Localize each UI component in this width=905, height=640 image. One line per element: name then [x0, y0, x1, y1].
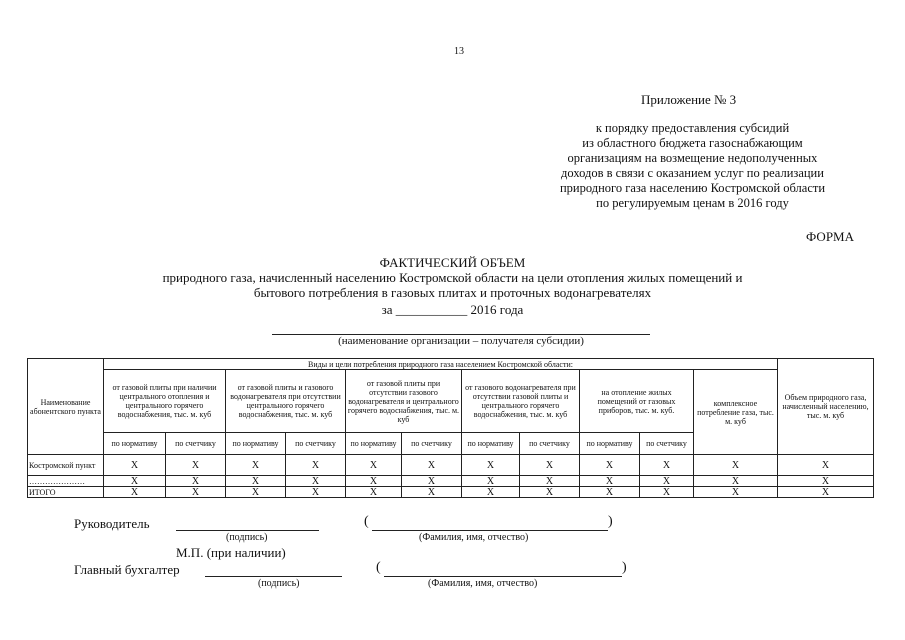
cell-mark: X: [694, 476, 778, 487]
subheader-norm: по нормативу: [462, 433, 520, 455]
head-open-paren: (: [364, 514, 369, 529]
cell-mark: X: [462, 455, 520, 476]
subheader-norm: по нормативу: [226, 433, 286, 455]
cell-mark: X: [346, 455, 402, 476]
cell-mark: X: [104, 455, 166, 476]
cell-mark: X: [402, 487, 462, 498]
annex-line: из областного бюджета газоснабжающим: [582, 136, 803, 150]
cell-mark: X: [346, 476, 402, 487]
form-label: ФОРМА: [806, 229, 854, 244]
head-signature-line: [176, 530, 319, 531]
cell-mark: X: [694, 455, 778, 476]
header-group-heating: на отопление жилых помещений от газовых приборов, тыс. м. куб.: [580, 370, 694, 433]
cell-mark: X: [226, 487, 286, 498]
subheader-meter: по счетчику: [286, 433, 346, 455]
table-row: [28, 455, 874, 476]
subheader-norm: по нормативу: [104, 433, 166, 455]
subheader-norm: по нормативу: [346, 433, 402, 455]
cell-mark: X: [640, 476, 694, 487]
header-consumption-types: Виды и цели потребления природного газа населением Костромской области:: [104, 359, 778, 370]
accountant-name-caption: (Фамилия, имя, отчество): [428, 578, 538, 589]
organization-caption: (наименование организации – получателя субсидии): [338, 335, 584, 347]
head-signature-caption: (подпись): [226, 532, 268, 543]
accountant-close-paren: ): [622, 560, 627, 575]
cell-mark: X: [286, 476, 346, 487]
cell-mark: X: [520, 487, 580, 498]
cell-mark: X: [104, 476, 166, 487]
volume-table: [27, 358, 874, 498]
document-subtitle-line-1: природного газа, начисленный населению Костромской области на цели отопления жилых помещений и: [162, 270, 743, 285]
head-close-paren: ): [608, 514, 613, 529]
table-row-total: [28, 487, 874, 498]
cell-mark: X: [226, 476, 286, 487]
cell-mark: X: [166, 455, 226, 476]
annex-title: Приложение № 3: [641, 92, 737, 107]
cell-mark: X: [166, 476, 226, 487]
cell-mark: X: [580, 476, 640, 487]
cell-mark: X: [580, 487, 640, 498]
accountant-signature-line: [205, 576, 342, 577]
reporting-period: за ___________ 2016 года: [381, 302, 524, 317]
cell-mark: X: [286, 455, 346, 476]
subheader-meter: по счетчику: [640, 433, 694, 455]
header-group-stove-central: от газовой плиты при наличии центрального отопления и центрального горячего водоснабжения, тыс. м. куб: [104, 370, 226, 433]
cell-mark: X: [462, 476, 520, 487]
subheader-meter: по счетчику: [520, 433, 580, 455]
cell-mark: X: [778, 455, 874, 476]
header-subscriber-point: Наименование абонентского пункта: [28, 359, 104, 455]
cell-mark: X: [640, 455, 694, 476]
row-label: Костромской пункт: [28, 455, 104, 476]
subheader-meter: по счетчику: [402, 433, 462, 455]
accountant-label: Главный бухгалтер: [74, 562, 180, 577]
cell-mark: X: [520, 455, 580, 476]
cell-mark: X: [520, 476, 580, 487]
cell-mark: X: [104, 487, 166, 498]
cell-mark: X: [694, 487, 778, 498]
annex-line: природного газа населению Костромской области: [559, 181, 826, 195]
document-title: ФАКТИЧЕСКИЙ ОБЪЕМ: [379, 255, 526, 270]
cell-mark: X: [166, 487, 226, 498]
row-label-total: ИТОГО: [28, 487, 104, 498]
cell-mark: X: [402, 476, 462, 487]
cell-mark: X: [226, 455, 286, 476]
stamp-label: М.П. (при наличии): [176, 545, 286, 560]
row-label: …………………: [28, 476, 104, 487]
head-name-line: [372, 530, 608, 531]
cell-mark: X: [778, 487, 874, 498]
cell-mark: X: [402, 455, 462, 476]
head-label: Руководитель: [74, 516, 150, 531]
accountant-name-line: [384, 576, 622, 577]
accountant-signature-caption: (подпись): [258, 578, 300, 589]
subheader-meter: по счетчику: [166, 433, 226, 455]
table-row: [28, 476, 874, 487]
cell-mark: X: [346, 487, 402, 498]
subheader-norm: по нормативу: [580, 433, 640, 455]
header-total-volume: Объем природного газа, начисленный населению, тыс. м. куб: [778, 359, 874, 455]
cell-mark: X: [286, 487, 346, 498]
annex-line: доходов в связи с оказанием услуг по реализации: [561, 166, 824, 180]
head-name-caption: (Фамилия, имя, отчество): [419, 532, 529, 543]
cell-mark: X: [778, 476, 874, 487]
annex-line: организациям на возмещение недополученных: [567, 151, 818, 165]
header-group-complex: комплексное потребление газа, тыс. м. куб: [694, 370, 778, 455]
annex-description: [520, 121, 865, 211]
header-group-stove-only: от газовой плиты при отсутствии газового водонагревателя и центрального горячего водоснабжения, тыс. м. куб: [346, 370, 462, 433]
header-group-stove-heater: от газовой плиты и газового водонагревателя при отсутствии центрального горячего водоснабжения, тыс. м. куб: [226, 370, 346, 433]
cell-mark: X: [462, 487, 520, 498]
accountant-open-paren: (: [376, 560, 381, 575]
page-number: 13: [454, 46, 464, 57]
annex-line: к порядку предоставления субсидий: [595, 121, 790, 135]
annex-line: по регулируемым ценам в 2016 году: [596, 196, 789, 210]
document-subtitle-line-2: бытового потребления в газовых плитах и проточных водонагревателях: [253, 285, 652, 300]
cell-mark: X: [640, 487, 694, 498]
header-group-heater-only: от газового водонагревателя при отсутствии газовой плиты и центрального горячего водоснабжения, тыс. м. куб: [462, 370, 580, 433]
cell-mark: X: [580, 455, 640, 476]
